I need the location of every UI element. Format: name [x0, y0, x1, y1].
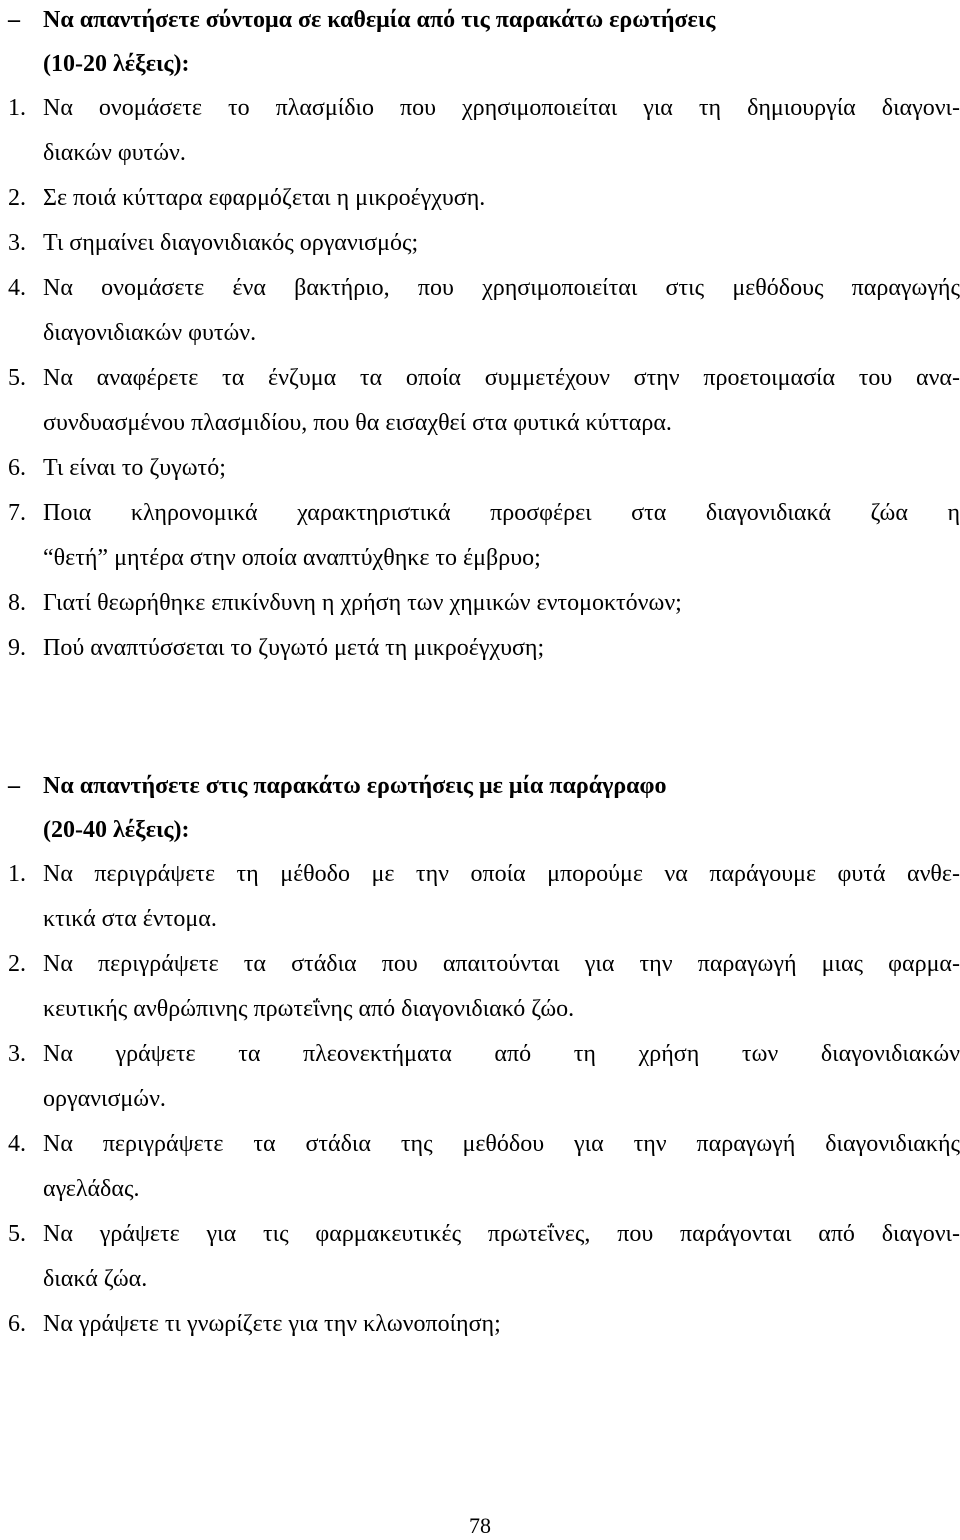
question-text-line: διακών φυτών. — [43, 140, 186, 166]
question-text-line: Να περιγράψετε τη μέθοδο με την οποία μπορούμε να παράγουμε φυτά ανθε- — [43, 861, 960, 887]
question-text-line: οργανισμών. — [43, 1086, 166, 1112]
question-text-line: διαγονιδιακών φυτών. — [43, 320, 257, 346]
question-item — [8, 852, 960, 942]
question-number: 8. — [8, 590, 26, 616]
heading-word-limit: (20-40 λέξεις): — [43, 817, 190, 843]
heading-title: Να απαντήσετε σύντομα σε καθεμία από τις παρακάτω ερωτήσεις — [43, 7, 716, 33]
question-text-line: διακά ζώα. — [43, 1266, 148, 1292]
question-text-line: Τι είναι το ζυγωτό; — [43, 455, 226, 481]
heading-dash: – — [8, 7, 20, 33]
question-item — [8, 1122, 960, 1212]
question-number: 2. — [8, 185, 26, 211]
question-number: 6. — [8, 1311, 26, 1337]
question-number: 3. — [8, 230, 26, 256]
question-item — [8, 1032, 960, 1122]
page-number: 78 — [469, 1513, 491, 1538]
question-list — [8, 86, 960, 671]
heading-title: Να απαντήσετε στις παρακάτω ερωτήσεις με μία παράγραφο — [43, 773, 667, 799]
question-text-line: κτικά στα έντομα. — [43, 906, 217, 932]
question-number: 1. — [8, 95, 26, 121]
question-item — [8, 1302, 960, 1347]
question-number: 7. — [8, 500, 26, 526]
heading-word-limit: (10-20 λέξεις): — [43, 51, 190, 77]
question-text-line: Να γράψετε για τις φαρμακευτικές πρωτεΐνες, που παράγονται από διαγονι- — [43, 1221, 960, 1247]
paragraph-answer-section — [8, 764, 960, 1347]
question-number: 2. — [8, 951, 26, 977]
section-heading — [8, 764, 960, 852]
short-answer-section — [8, 0, 960, 671]
question-item — [8, 176, 960, 221]
question-text-line: αγελάδας. — [43, 1176, 140, 1202]
question-text-line: Ποια κληρονομικά χαρακτηριστικά προσφέρει στα διαγονιδιακά ζώα η — [43, 500, 960, 526]
question-text-line: Να αναφέρετε τα ένζυμα τα οποία συμμετέχουν στην προετοιμασία του ανα- — [43, 365, 960, 391]
question-text-line: Τι σημαίνει διαγονιδιακός οργανισμός; — [43, 230, 419, 256]
question-item — [8, 626, 960, 671]
question-text-line: Σε ποιά κύτταρα εφαρμόζεται η μικροέγχυση. — [43, 185, 486, 211]
question-text-line: Να περιγράψετε τα στάδια που απαιτούνται για την παραγωγή μιας φαρμα- — [43, 951, 960, 977]
question-item — [8, 1212, 960, 1302]
question-item — [8, 446, 960, 491]
question-item — [8, 942, 960, 1032]
question-number: 1. — [8, 861, 26, 887]
question-item — [8, 86, 960, 176]
question-item — [8, 581, 960, 626]
question-text-line: Πού αναπτύσσεται το ζυγωτό μετά τη μικροέγχυση; — [43, 635, 545, 661]
question-number: 6. — [8, 455, 26, 481]
heading-dash: – — [8, 773, 20, 799]
question-item — [8, 491, 960, 581]
question-text-line: “θετή” μητέρα στην οποία αναπτύχθηκε το έμβρυο; — [43, 545, 541, 571]
question-number: 3. — [8, 1041, 26, 1067]
question-number: 5. — [8, 365, 26, 391]
question-text-line: Να ονομάσετε το πλασμίδιο που χρησιμοποιείται για τη δημιουργία διαγονι- — [43, 95, 960, 121]
question-text-line: Γιατί θεωρήθηκε επικίνδυνη η χρήση των χημικών εντομοκτόνων; — [43, 590, 682, 616]
question-text-line: Να γράψετε τα πλεονεκτήματα από τη χρήση των διαγονιδιακών — [43, 1041, 960, 1067]
question-number: 4. — [8, 275, 26, 301]
question-number: 9. — [8, 635, 26, 661]
question-number: 4. — [8, 1131, 26, 1157]
question-item — [8, 356, 960, 446]
question-number: 5. — [8, 1221, 26, 1247]
section-heading — [8, 0, 960, 86]
question-text-line: συνδυασμένου πλασμιδίου, που θα εισαχθεί στα φυτικά κύτταρα. — [43, 410, 672, 436]
question-text-line: Να περιγράψετε τα στάδια της μεθόδου για την παραγωγή διαγονιδιακής — [43, 1131, 960, 1157]
question-text-line: κευτικής ανθρώπινης πρωτεΐνης από διαγονιδιακό ζώο. — [43, 996, 575, 1022]
question-text-line: Να γράψετε τι γνωρίζετε για την κλωνοποίηση; — [43, 1311, 501, 1337]
question-list — [8, 852, 960, 1347]
question-item — [8, 266, 960, 356]
question-item — [8, 221, 960, 266]
question-text-line: Να ονομάσετε ένα βακτήριο, που χρησιμοποιείται στις μεθόδους παραγωγής — [43, 275, 960, 301]
